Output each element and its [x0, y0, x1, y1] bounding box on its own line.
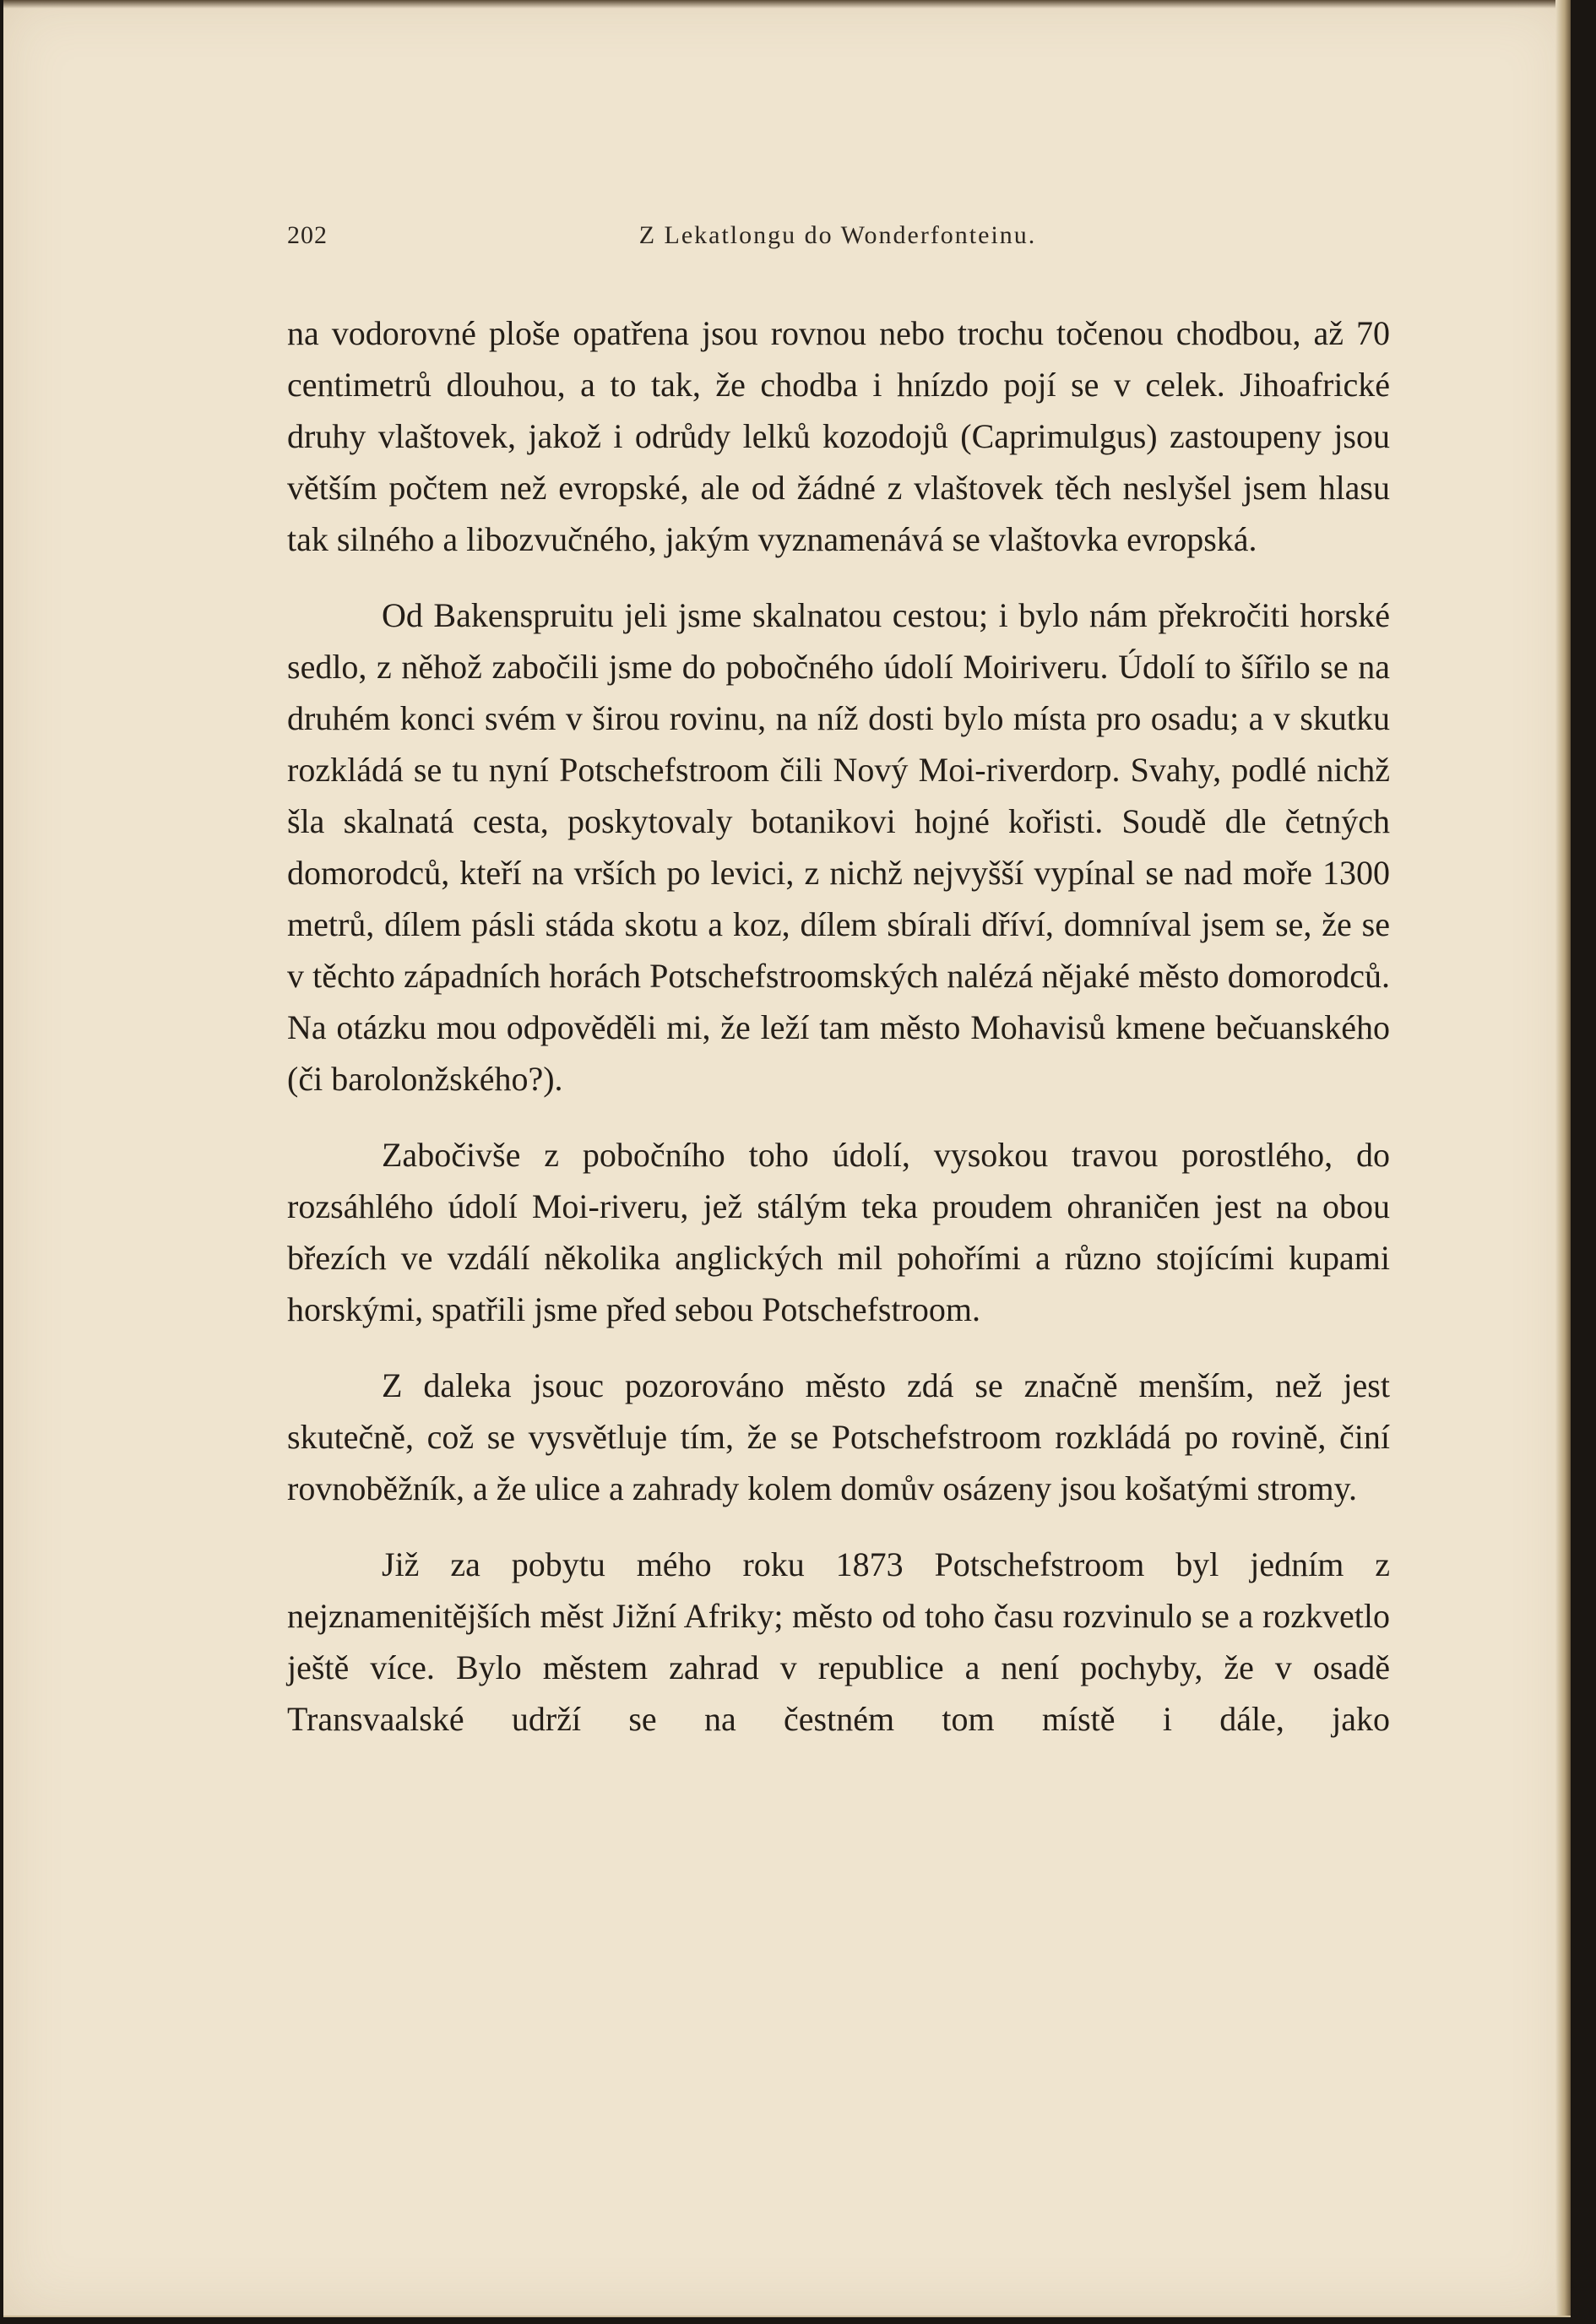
- body-text: [287, 307, 1390, 1745]
- paragraph-3: Zabočivše z pobočního toho údolí, vysokou travou porostlého, do rozsáhlého údolí Moi-riveru, jež stálým teka proudem ohraničen jest na obou březích ve vzdálí několika anglických mil pohořími a různo stojícími kupami horskými, spatřili jsme před sebou Potschefstroom.: [287, 1136, 1390, 1328]
- running-title: Z Lekatlongu do Wonderfonteinu.: [638, 221, 1037, 249]
- paragraph-1: na vodorovné ploše opatřena jsou rovnou nebo trochu točenou chodbou, až 70 centimetrů dlouhou, a to tak, že chodba i hnízdo pojí se v celek. Jihoafrické druhy vlaštovek, jakož i odrůdy lelků kozodojů (Caprimulgus) zastoupeny jsou větším počtem než evropské, ale od žádné z vlaštovek těch neslyšel jsem hlasu tak silného a libozvučného, jakým vyznamenává se vlaštovka evropská.: [287, 314, 1390, 558]
- page-edge: [1555, 0, 1571, 2316]
- running-head: [287, 221, 1388, 258]
- paragraph-2: Od Bakenspruitu jeli jsme skalnatou cestou; i bylo nám překročiti horské sedlo, z něhož zabočili jsme do pobočného údolí Moiriveru. Údolí to šířilo se na druhém konci svém v širou rovinu, na níž dosti bylo místa pro osadu; a v skutku rozkládá se tu nyní Potschefstroom čili Nový Moi-riverdorp. Svahy, podlé nichž šla skalnatá cesta, poskytovaly botanikovi hojné kořisti. Soudě dle četných domorodců, kteří na vrších po levici, z nichž nejvyšší vypínal se nad moře 1300 metrů, dílem pásli stáda skotu a koz, dílem sbírali dříví, domníval jsem se, že se v těchto západních horách Potschefstroomských nalézá nějaké město domorodců. Na otázku mou odpověděli mi, že leží tam město Mohavisů kmene bečuanského (či barolonžského?).: [287, 596, 1390, 1098]
- book-page: [3, 0, 1571, 2317]
- page-top-shadow: [3, 0, 1571, 8]
- page-number: 202: [287, 221, 328, 249]
- paragraph-5: Již za pobytu mého roku 1873 Potschefstroom byl jedním z nejznamenitějších měst Jižní Afriky; město od toho času rozvinulo se a rozkvetlo ještě více. Bylo městem zahrad v republice a není pochyby, že v osadě Transvaalské udrží se na čestném tom místě i dále, jako: [287, 1545, 1390, 1738]
- paragraph-4: Z daleka jsouc pozorováno město zdá se značně menším, než jest skutečně, což se vysvětluje tím, že se Potschefstroom rozkládá po rovině, činí rovnoběžník, a že ulice a zahrady kolem domův osázeny jsou košatými stromy.: [287, 1366, 1390, 1507]
